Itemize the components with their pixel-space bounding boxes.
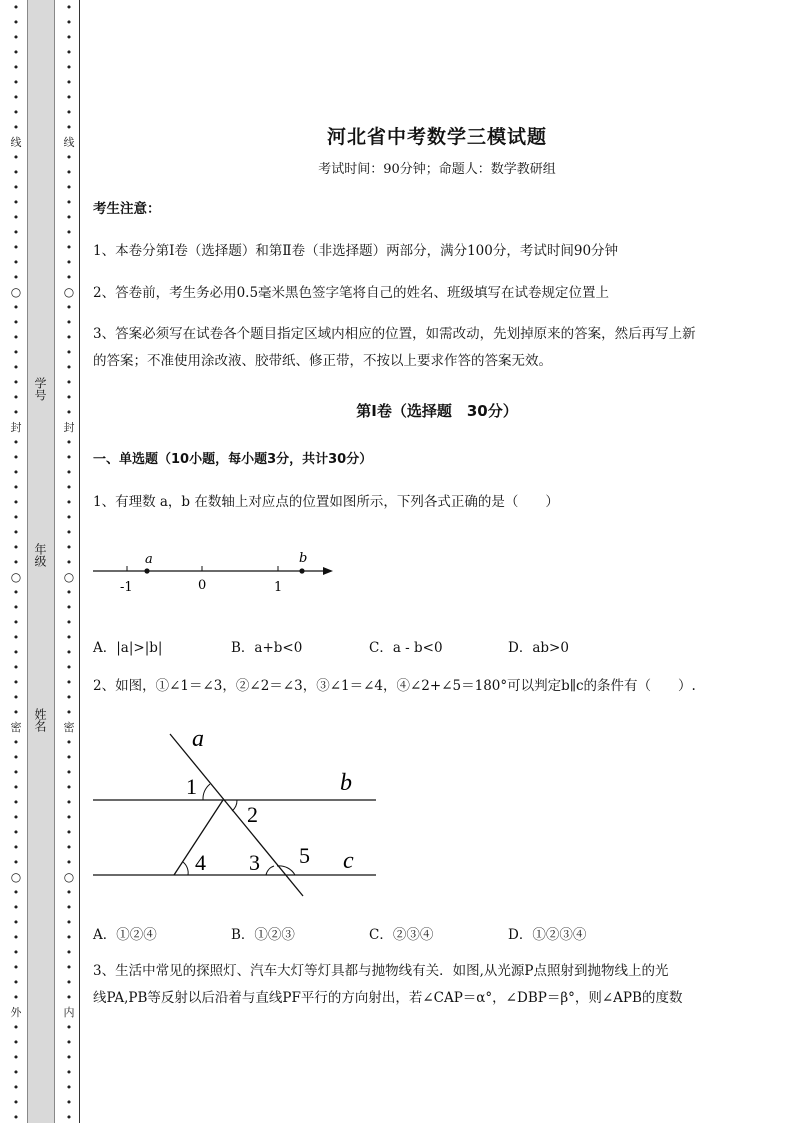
margin-dot: • — [65, 616, 73, 629]
margin-marker: ○ — [63, 570, 75, 584]
margin-dot: • — [12, 241, 20, 254]
notice-item-2: 2、答卷前，考生务必用0.5毫米黑色签字笔将自己的姓名、班级填写在试卷规定位置上 — [93, 285, 610, 301]
margin-dot: • — [12, 541, 20, 554]
margin-dot: • — [65, 586, 73, 599]
question-3-line-2: 线PA,PB等反射以后沿着与直线PF平行的方向射出，若∠CAP＝α°，∠DBP＝β°，则∠APB的度数 — [93, 990, 683, 1006]
margin-dot: • — [12, 796, 20, 809]
margin-dot: • — [12, 901, 20, 914]
point-a — [144, 568, 149, 573]
margin-dot: • — [12, 1081, 20, 1094]
margin-dot: • — [12, 1096, 20, 1109]
margin-dot: • — [12, 151, 20, 164]
margin-dot: • — [65, 1036, 73, 1049]
margin-dot: • — [65, 106, 73, 119]
label-a: a — [145, 552, 153, 567]
margin-dot: • — [12, 946, 20, 959]
q2-option-c[interactable]: C．②③④ — [369, 927, 434, 943]
margin-dot: • — [65, 226, 73, 239]
margin-dot: • — [65, 826, 73, 839]
margin-dot: • — [12, 706, 20, 719]
margin-dot: • — [12, 406, 20, 419]
margin-dot: • — [12, 256, 20, 269]
margin-dot: • — [12, 466, 20, 479]
margin-dot: • — [12, 346, 20, 359]
margin-dot: • — [65, 1096, 73, 1109]
margin-dot: • — [12, 166, 20, 179]
margin-marker: 线 — [63, 136, 75, 149]
margin-dot: • — [12, 76, 20, 89]
margin-dot: • — [12, 391, 20, 404]
figure-label-b: b — [340, 770, 352, 796]
margin-dot: • — [65, 961, 73, 974]
margin-dot: • — [65, 541, 73, 554]
margin-dot: • — [12, 991, 20, 1004]
margin-marker: ○ — [10, 285, 22, 299]
margin-dot: • — [12, 526, 20, 539]
figure-label-a: a — [192, 726, 204, 752]
margin-dot: • — [65, 496, 73, 509]
tick-label-neg1: -1 — [120, 580, 133, 595]
margin-dot: • — [12, 436, 20, 449]
angle-2-arc — [232, 800, 237, 811]
margin-dot: • — [12, 556, 20, 569]
margin-dot: • — [12, 811, 20, 824]
margin-dot: • — [65, 766, 73, 779]
q2-option-b[interactable]: B．①②③ — [231, 927, 295, 943]
margin-dot: • — [65, 991, 73, 1004]
margin-dot: • — [65, 76, 73, 89]
margin-dot: • — [65, 1, 73, 14]
margin-dot: • — [12, 91, 20, 104]
margin-dot: • — [12, 106, 20, 119]
margin-dot: • — [12, 856, 20, 869]
margin-dot: • — [12, 751, 20, 764]
margin-dot: • — [65, 676, 73, 689]
margin-dot: • — [65, 16, 73, 29]
margin-dot: • — [12, 826, 20, 839]
student-id-label: 学号 — [33, 377, 47, 401]
figure-angle-2: 2 — [247, 802, 258, 827]
margin-dot: • — [12, 781, 20, 794]
margin-dot: • — [12, 121, 20, 134]
margin-dot: • — [65, 511, 73, 524]
margin-dot: • — [65, 301, 73, 314]
margin-marker: ○ — [10, 570, 22, 584]
angle-1-arc — [203, 784, 210, 800]
margin-dot: • — [65, 1051, 73, 1064]
margin-dot: • — [65, 841, 73, 854]
margin-dot: • — [12, 331, 20, 344]
parallel-lines-figure — [90, 720, 390, 900]
name-field — [27, 708, 53, 736]
margin-dot: • — [12, 226, 20, 239]
margin-dot: • — [12, 376, 20, 389]
notice-heading: 考生注意： — [93, 201, 161, 217]
margin-dot: • — [12, 1051, 20, 1064]
figure-angle-5: 5 — [299, 843, 310, 868]
margin-dot: • — [65, 61, 73, 74]
margin-dot: • — [65, 271, 73, 284]
margin-dot: • — [65, 196, 73, 209]
margin-dot: • — [12, 451, 20, 464]
margin-dot: • — [65, 706, 73, 719]
margin-dot: • — [65, 1081, 73, 1094]
margin-dot: • — [12, 1066, 20, 1079]
margin-dot: • — [65, 646, 73, 659]
margin-dot: • — [65, 1111, 73, 1124]
margin-dot: • — [65, 901, 73, 914]
margin-marker: 封 — [10, 421, 22, 434]
margin-dot: • — [65, 931, 73, 944]
exam-subtitle: 考试时间：90分钟；命题人：数学教研组 — [318, 162, 556, 177]
margin-dot: • — [12, 511, 20, 524]
margin-dot: • — [65, 661, 73, 674]
line-a — [170, 734, 303, 896]
margin-dot: • — [12, 1021, 20, 1034]
margin-dot: • — [12, 16, 20, 29]
margin-dot: • — [65, 376, 73, 389]
margin-dot: • — [12, 271, 20, 284]
margin-dot: • — [65, 361, 73, 374]
q1-option-d[interactable]: D．ab>0 — [508, 640, 569, 656]
exam-title: 河北省中考数学三模试题 — [326, 126, 547, 148]
margin-dot: • — [65, 211, 73, 224]
question-3-line-1: 3、生活中常见的探照灯、汽车大灯等灯具都与抛物线有关．如图,从光源P点照射到抛物线上的光 — [93, 963, 669, 979]
margin-dot: • — [12, 196, 20, 209]
margin-dot: • — [65, 406, 73, 419]
angle-3-arc — [266, 866, 274, 875]
margin-dot: • — [12, 481, 20, 494]
student-id-field — [27, 377, 53, 405]
margin-dot: • — [65, 601, 73, 614]
margin-dot: • — [12, 766, 20, 779]
margin-dot: • — [65, 346, 73, 359]
margin-dot: • — [65, 241, 73, 254]
figure-angle-4: 4 — [195, 850, 206, 875]
tick-label-1: 1 — [274, 580, 283, 595]
margin-dot: • — [65, 976, 73, 989]
margin-dot: • — [65, 436, 73, 449]
notice-item-1: 1、本卷分第Ⅰ卷（选择题）和第Ⅱ卷（非选择题）两部分，满分100分，考试时间90分钟 — [93, 243, 619, 259]
q1-option-c[interactable]: C．a - b<0 — [369, 640, 443, 656]
margin-dot: • — [12, 661, 20, 674]
left-dot-column — [9, 0, 23, 1125]
margin-dot: • — [12, 1, 20, 14]
margin-dot: • — [12, 586, 20, 599]
margin-marker: ○ — [63, 870, 75, 884]
margin-dot: • — [65, 331, 73, 344]
margin-dot: • — [65, 121, 73, 134]
margin-dot: • — [12, 601, 20, 614]
margin-dot: • — [65, 751, 73, 764]
margin-marker: 密 — [63, 721, 75, 734]
notice-item-3-cont: 的答案；不准使用涂改液、胶带纸、修正带，不按以上要求作答的答案无效。 — [93, 353, 552, 369]
margin-marker: ○ — [63, 285, 75, 299]
margin-dot: • — [12, 301, 20, 314]
angle-4-arc — [183, 862, 188, 875]
margin-dot: • — [12, 616, 20, 629]
margin-dot: • — [12, 31, 20, 44]
margin-dot: • — [12, 496, 20, 509]
q2-option-d[interactable]: D．①②③④ — [508, 927, 587, 943]
grade-label: 年级 — [33, 543, 47, 567]
right-dot-column — [62, 0, 76, 1125]
margin-dot: • — [12, 316, 20, 329]
margin-dot: • — [12, 1036, 20, 1049]
margin-dot: • — [12, 916, 20, 929]
margin-dot: • — [12, 631, 20, 644]
margin-dot: • — [12, 736, 20, 749]
point-b — [299, 568, 304, 573]
margin-marker: 密 — [10, 721, 22, 734]
margin-dot: • — [65, 391, 73, 404]
margin-dot: • — [65, 316, 73, 329]
section-title: 第Ⅰ卷（选择题 30分） — [356, 402, 518, 420]
margin-dot: • — [65, 736, 73, 749]
margin-dot: • — [65, 781, 73, 794]
margin-dot: • — [65, 946, 73, 959]
margin-dot: • — [65, 1021, 73, 1034]
margin-dot: • — [12, 1111, 20, 1124]
q1-option-a[interactable]: A．|a|>|b| — [93, 640, 163, 656]
axis-arrow — [323, 567, 333, 575]
margin-dot: • — [12, 361, 20, 374]
margin-dot: • — [12, 211, 20, 224]
q1-option-b[interactable]: B．a+b<0 — [231, 640, 303, 656]
margin-dot: • — [65, 856, 73, 869]
margin-dot: • — [65, 556, 73, 569]
margin-dot: • — [65, 31, 73, 44]
margin-dot: • — [65, 631, 73, 644]
question-1-stem: 1、有理数 a，b 在数轴上对应点的位置如图所示，下列各式正确的是（ ） — [93, 494, 559, 510]
margin-dot: • — [65, 46, 73, 59]
margin-marker: 内 — [63, 1006, 75, 1019]
margin-dot: • — [65, 481, 73, 494]
figure-angle-3: 3 — [249, 850, 260, 875]
part-heading: 一、单选题（10小题，每小题3分，共计30分） — [93, 452, 373, 467]
margin-dot: • — [65, 796, 73, 809]
margin-dot: • — [12, 841, 20, 854]
margin-dot: • — [65, 166, 73, 179]
notice-item-3: 3、答案必须写在试卷各个题目指定区域内相应的位置，如需改动，先划掉原来的答案，然后再写上新 — [93, 326, 696, 342]
tick-label-0: 0 — [198, 578, 207, 593]
margin-dot: • — [12, 961, 20, 974]
margin-dot: • — [65, 811, 73, 824]
margin-dot: • — [12, 976, 20, 989]
margin-dot: • — [12, 931, 20, 944]
margin-dot: • — [65, 151, 73, 164]
label-b: b — [299, 551, 308, 566]
margin-dot: • — [65, 451, 73, 464]
grade-field — [27, 543, 53, 571]
margin-dot: • — [12, 691, 20, 704]
margin-dot: • — [12, 46, 20, 59]
q2-option-a[interactable]: A．①②④ — [93, 927, 157, 943]
margin-dot: • — [65, 466, 73, 479]
question-2-stem: 2、如图，①∠1＝∠3，②∠2＝∠3，③∠1＝∠4，④∠2+∠5＝180°可以判定b∥c的条件有（ ）. — [93, 678, 696, 694]
margin-dot: • — [12, 61, 20, 74]
margin-dot: • — [65, 886, 73, 899]
margin-marker: 封 — [63, 421, 75, 434]
margin-marker: 线 — [10, 136, 22, 149]
margin-marker: ○ — [10, 870, 22, 884]
margin-dot: • — [12, 676, 20, 689]
margin-dot: • — [65, 256, 73, 269]
margin-dot: • — [12, 886, 20, 899]
figure-label-c: c — [343, 848, 354, 874]
margin-dot: • — [65, 181, 73, 194]
number-line-figure — [90, 545, 340, 600]
name-label: 姓名 — [33, 708, 47, 732]
margin-dot: • — [65, 91, 73, 104]
margin-dot: • — [12, 646, 20, 659]
margin-dot: • — [65, 916, 73, 929]
margin-dot: • — [65, 526, 73, 539]
margin-dot: • — [65, 691, 73, 704]
margin-marker: 外 — [10, 1006, 22, 1019]
figure-angle-1: 1 — [186, 774, 197, 799]
margin-dot: • — [12, 181, 20, 194]
margin-dot: • — [65, 1066, 73, 1079]
